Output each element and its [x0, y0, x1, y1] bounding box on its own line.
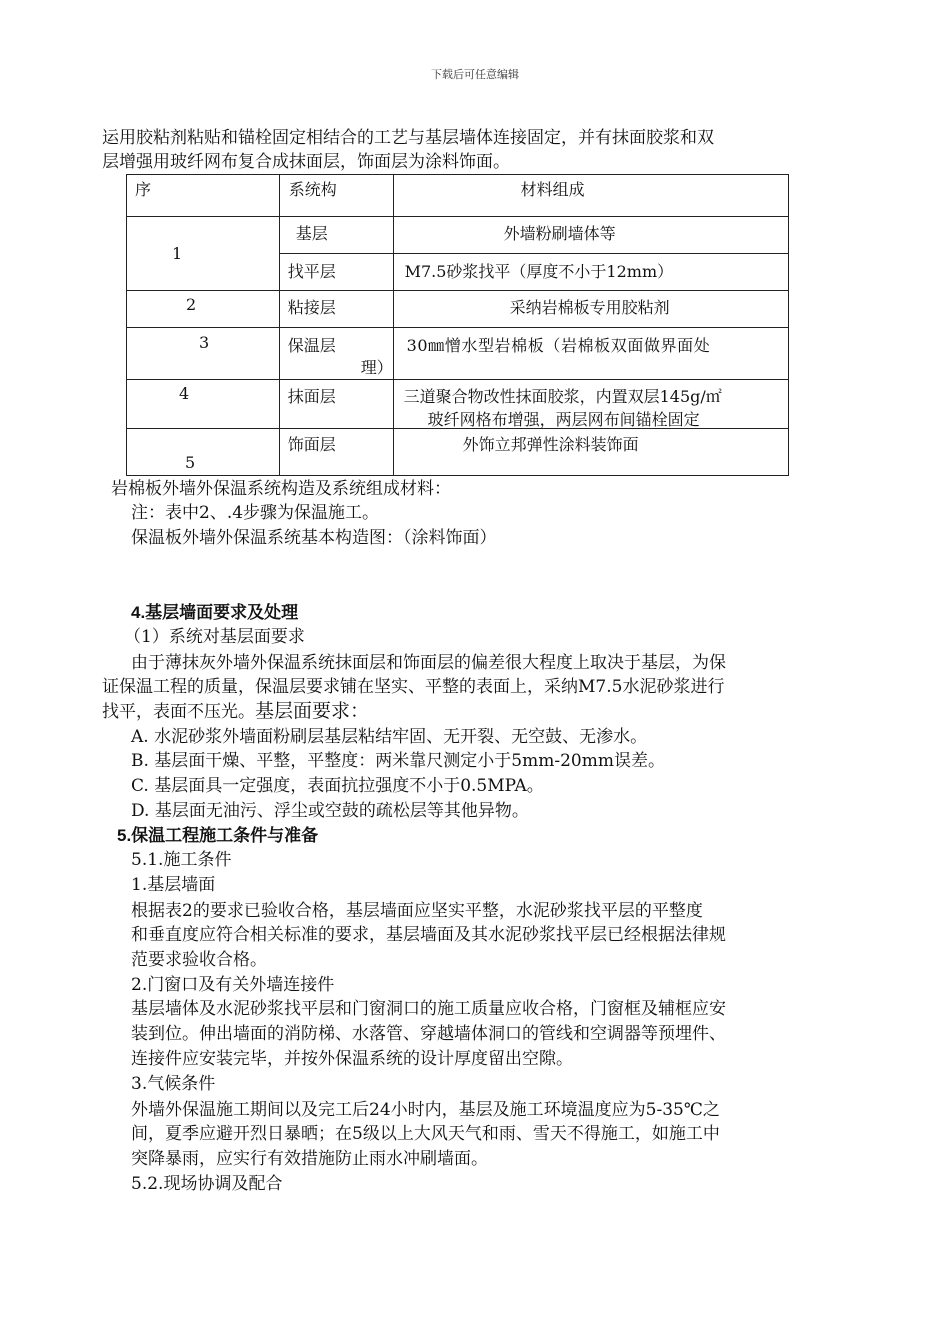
- table-cell: 采纳岩棉板专用胶粘剂: [393, 291, 788, 328]
- subsection-1: 1.基层墙面: [131, 875, 216, 895]
- subsection-1-line: 和垂直度应符合相关标准的要求，基层墙面及其水泥砂浆找平层已经根据法律规: [131, 925, 726, 945]
- subsection-2-line: 连接件应安装完毕，并按外保温系统的设计厚度留出空隙。: [131, 1049, 573, 1069]
- table-cell: 找平层: [279, 254, 393, 291]
- subsection-3-line: 间，夏季应避开烈日暴晒；在5级以上大风天气和雨、雪天不得施工，如施工中: [131, 1124, 720, 1144]
- section-5-title: 5.保温工程施工条件与准备: [117, 826, 319, 845]
- table-cell: 外墙粉刷墙体等: [393, 217, 788, 254]
- subsection-3: 3.气候条件: [131, 1074, 216, 1094]
- table-row: [127, 291, 789, 328]
- section-5-1: 5.1.施工条件: [131, 850, 232, 870]
- table-cell: 5: [127, 429, 280, 476]
- table-cell: 4: [127, 380, 280, 429]
- table-header-cell: 材料组成: [393, 175, 788, 217]
- table-cell: M7.5砂浆找平（厚度不小于12mm）: [393, 254, 788, 291]
- table-row: [127, 217, 789, 254]
- table-cell: 1: [127, 217, 280, 291]
- intro-line-2: 层增强用玻纤网布复合成抹面层，饰面层为涂料饰面。: [102, 152, 510, 172]
- requirement-item: A. 水泥砂浆外墙面粉刷层基层粘结牢固、无开裂、无空鼓、无渗水。: [131, 727, 648, 747]
- subsection-2-line: 装到位。伸出墙面的消防梯、水落管、穿越墙体洞口的管线和空调器等预埋件、: [131, 1024, 726, 1044]
- table-header-row: [127, 175, 789, 217]
- table-row: [127, 429, 789, 476]
- section-4-sub: （1）系统对基层面要求: [124, 627, 305, 647]
- subsection-3-line: 外墙外保温施工期间以及完工后24小时内，基层及施工环境温度应为5-35℃之: [131, 1100, 720, 1120]
- section-4-para-2: 证保温工程的质量，保温层要求铺在坚实、平整的表面上，采纳M7.5水泥砂浆进行: [102, 677, 725, 697]
- subsection-1-line: 根据表2的要求已验收合格，基层墙面应坚实平整，水泥砂浆找平层的平整度: [131, 901, 703, 921]
- intro-line-1: 运用胶粘剂粘贴和锚栓固定相结合的工艺与基层墙体连接固定，并有抹面胶浆和双: [102, 128, 714, 148]
- requirement-item: B. 基层面干燥、平整，平整度：两米靠尺测定小于5mm-20mm误差。: [131, 751, 665, 771]
- table-cell: 保温层 理）: [279, 328, 393, 380]
- table-cell: 3: [127, 328, 280, 380]
- table-cell: 粘接层: [279, 291, 393, 328]
- table-cell: 基层: [279, 217, 393, 254]
- subsection-1-line: 范要求验收合格。: [131, 950, 267, 970]
- subsection-2-line: 基层墙体及水泥砂浆找平层和门窗洞口的施工质量应收合格，门窗框及辅框应安: [131, 999, 726, 1019]
- table-cell: 三道聚合物改性抹面胶浆，内置双层145g/㎡ 玻纤网格布增强，两层网布间锚栓固定: [393, 380, 788, 429]
- diagram-caption: 保温板外墙外保温系统基本构造图：（涂料饰面）: [131, 528, 497, 548]
- section-4-para-3: 找平，表面不压光。基层面要求：: [102, 700, 370, 722]
- requirement-item: C. 基层面具一定强度，表面抗拉强度不小于0.5MPA。: [131, 776, 544, 796]
- table-note: 注：表中2、.4步骤为保温施工。: [131, 503, 380, 523]
- table-header-cell: 序: [127, 175, 280, 217]
- table-row: [127, 380, 789, 429]
- section-4-para-1: 由于薄抹灰外墙外保温系统抹面层和饰面层的偏差很大程度上取决于基层，为保: [131, 653, 726, 673]
- requirement-item: D. 基层面无油污、浮尘或空鼓的疏松层等其他异物。: [131, 801, 529, 821]
- table-cell: 抹面层: [279, 380, 393, 429]
- page-header: 下载后可任意编辑: [431, 68, 519, 81]
- table-cell: 外饰立邦弹性涂料装饰面: [393, 429, 788, 476]
- table-caption: 岩棉板外墙外保温系统构造及系统组成材料：: [111, 479, 451, 499]
- subsection-2: 2.门窗口及有关外墙连接件: [131, 975, 335, 995]
- section-4-title: 4.基层墙面要求及处理: [131, 603, 299, 622]
- materials-table: [126, 174, 789, 476]
- subsection-3-line: 突降暴雨，应实行有效措施防止雨水冲刷墙面。: [131, 1149, 488, 1169]
- table-cell: 30㎜憎水型岩棉板（岩棉板双面做界面处: [393, 328, 788, 380]
- table-cell: 2: [127, 291, 280, 328]
- section-5-2: 5.2.现场协调及配合: [131, 1174, 283, 1194]
- table-cell: 饰面层: [279, 429, 393, 476]
- table-row: [127, 328, 789, 380]
- table-header-cell: 系统构: [279, 175, 393, 217]
